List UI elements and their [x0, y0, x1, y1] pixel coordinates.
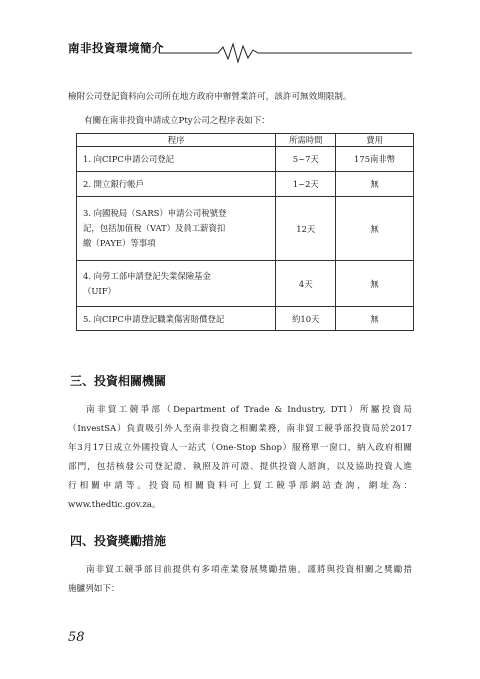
step-line: 繳（PAYE）等事項 [83, 238, 156, 248]
step-line: 記，包括加值稅（VAT）及員工薪資扣 [83, 223, 226, 233]
table-header-row [77, 134, 414, 147]
paragraph-line: 南非貿工競爭部目前提供有多項產業發展獎勵措施，謹將與投資相關之獎勵措 [86, 565, 412, 575]
row-time: 5~7天 [276, 147, 336, 172]
row-step: 5. 向CIPC申請登記職業傷害賠償登記 [77, 307, 276, 331]
paragraph-line: 南非貿工競爭部（Department of Trade & Industry, DTI）所屬投資局 [86, 405, 412, 415]
website-url: www.thedtic.gov.za。 [68, 500, 161, 510]
paragraph-line: 行相關申請等。投資局相關資料可上貿工競爭部網站查詢，網址為： [68, 481, 412, 491]
intro-paragraph: 檢附公司登記資料向公司所在地方政府申辦營業許可，該許可無效期限制。 [68, 92, 352, 102]
row-step: 2. 開立銀行帳戶 [77, 172, 276, 197]
row-step [77, 197, 276, 261]
table-row [77, 197, 414, 261]
section-heading: 三、投資相關機關 [70, 374, 167, 388]
table-row [77, 307, 414, 331]
table-row [77, 261, 414, 307]
procedure-table [76, 133, 414, 331]
row-step: 1. 向CIPC申請公司登記 [77, 147, 276, 172]
step-line: （UIF） [83, 285, 116, 296]
header-fee: 費用 [336, 134, 414, 147]
paragraph-line: 年3月17日成立外國投資人一站式（One-Stop Shop）服務單一窗口，納入政府相關 [68, 443, 412, 453]
header-title: 南非投資環境簡介 [68, 41, 164, 55]
row-fee: 無 [336, 307, 414, 331]
table-row [77, 172, 414, 197]
header-procedure: 程序 [77, 134, 276, 147]
section-heading: 四、投資獎勵措施 [70, 534, 167, 548]
row-step [77, 261, 276, 307]
page-number: 58 [68, 630, 85, 645]
row-time: 1~2天 [276, 172, 336, 197]
header-time: 所需時間 [276, 134, 336, 147]
row-fee: 無 [336, 261, 414, 307]
running-header [68, 36, 412, 64]
table-row [77, 147, 414, 172]
row-fee: 無 [336, 172, 414, 197]
step-line: 4. 向勞工部申請登記失業保險基金 [83, 270, 211, 281]
row-time: 約10天 [276, 307, 336, 331]
row-time: 4天 [276, 261, 336, 307]
paragraph-line: （InvestSA）負責吸引外人至南非投資之相關業務，南非貿工競爭部投資局於2017 [68, 424, 412, 434]
row-fee: 無 [336, 197, 414, 261]
row-fee: 175南非幣 [336, 147, 414, 172]
table-caption: 有關在南非投資申請成立Pty公司之程序表如下： [84, 116, 270, 126]
paragraph-line: 施臚列如下： [68, 584, 120, 594]
row-time: 12天 [276, 197, 336, 261]
step-line: 3. 向國稅局（SARS）申請公司稅號登 [83, 208, 227, 218]
paragraph-line: 部門，包括核發公司登記證、執照及許可證、提供投資人諮詢，以及協助投資人進 [68, 462, 412, 472]
